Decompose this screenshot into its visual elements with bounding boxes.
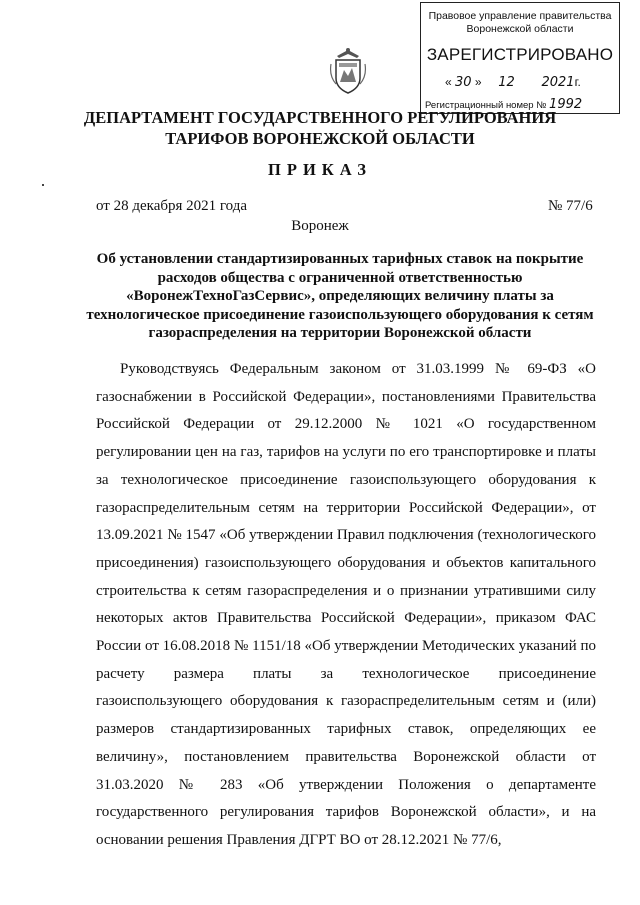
coat-of-arms-icon xyxy=(329,46,367,96)
department-name: ДЕПАРТАМЕНТ ГОСУДАРСТВЕННОГО РЕГУЛИРОВАНИЯ ТАРИФОВ ВОРОНЕЖСКОЙ ОБЛАСТИ xyxy=(83,108,557,148)
stamp-date: « 30 » 12 2021г. xyxy=(445,75,581,90)
stamp-year: 2021 xyxy=(541,75,575,90)
stamp-status: ЗАРЕГИСТРИРОВАНО xyxy=(426,45,614,64)
document-type: ПРИКАЗ xyxy=(268,160,372,179)
document-date: от 28 декабря 2021 года xyxy=(96,198,248,214)
stamp-month: 12 xyxy=(498,75,515,90)
body-paragraph: Руководствуясь Федеральным законом от 31.03.1999 № 69-ФЗ «О газоснабжении в Российской Федерации», постановлениями Правительства Российской Федерации от 29.12.2000 № 1021 «О государственном регулировании цен на газ, тарифов на услуги по его транспортировке и платы за технологическое присоединение газоиспользующего оборудования к газораспределительным сетям на территории Российской Федерации», от 13.09.2021 № 1547 «Об утверждении Правил подключения (технологического присоединения) газоиспользующего оборудования и объектов капитального строительства к сетям газораспределения и о признании утратившими силу некоторых актов Правительства Российской Федерации», приказом ФАС России от 16.08.2018 № 1151/18 «Об утверждении Методических указаний по расчету размера платы за технологическое присоединение газоиспользующего оборудования к газораспределительным сетям и (или) размеров стандартизированных тарифных ставок, определяющих ее величину», постановлением правительства Воронежской области от 31.03.2020 № 283 «Об утверждении Положения о департаменте государственного регулирования тарифов Воронежской области», и на основании решения Правления ДГРТ ВО от 28.12.2021 № 77/6, xyxy=(96,361,596,848)
stamp-organization: Правовое управление правительства Воронежской области xyxy=(428,10,612,35)
document-city: Воронеж xyxy=(291,218,349,234)
document-number: № 77/6 xyxy=(548,198,593,214)
registration-stamp xyxy=(420,2,620,114)
stamp-registration-number: Регистрационный номер № 1992 xyxy=(425,97,583,112)
scan-artifact xyxy=(42,184,44,186)
stamp-day: 30 xyxy=(455,75,472,90)
document-title: Об установлении стандартизированных тарифных ставок на покрытие расходов общества с ограниченной ответственностью «ВоронежТехноГазСервис», определяющих величину платы за технологическое присоединение газоиспользующего оборудования к сетям газораспределения на территории Воронежской области xyxy=(86,251,594,342)
